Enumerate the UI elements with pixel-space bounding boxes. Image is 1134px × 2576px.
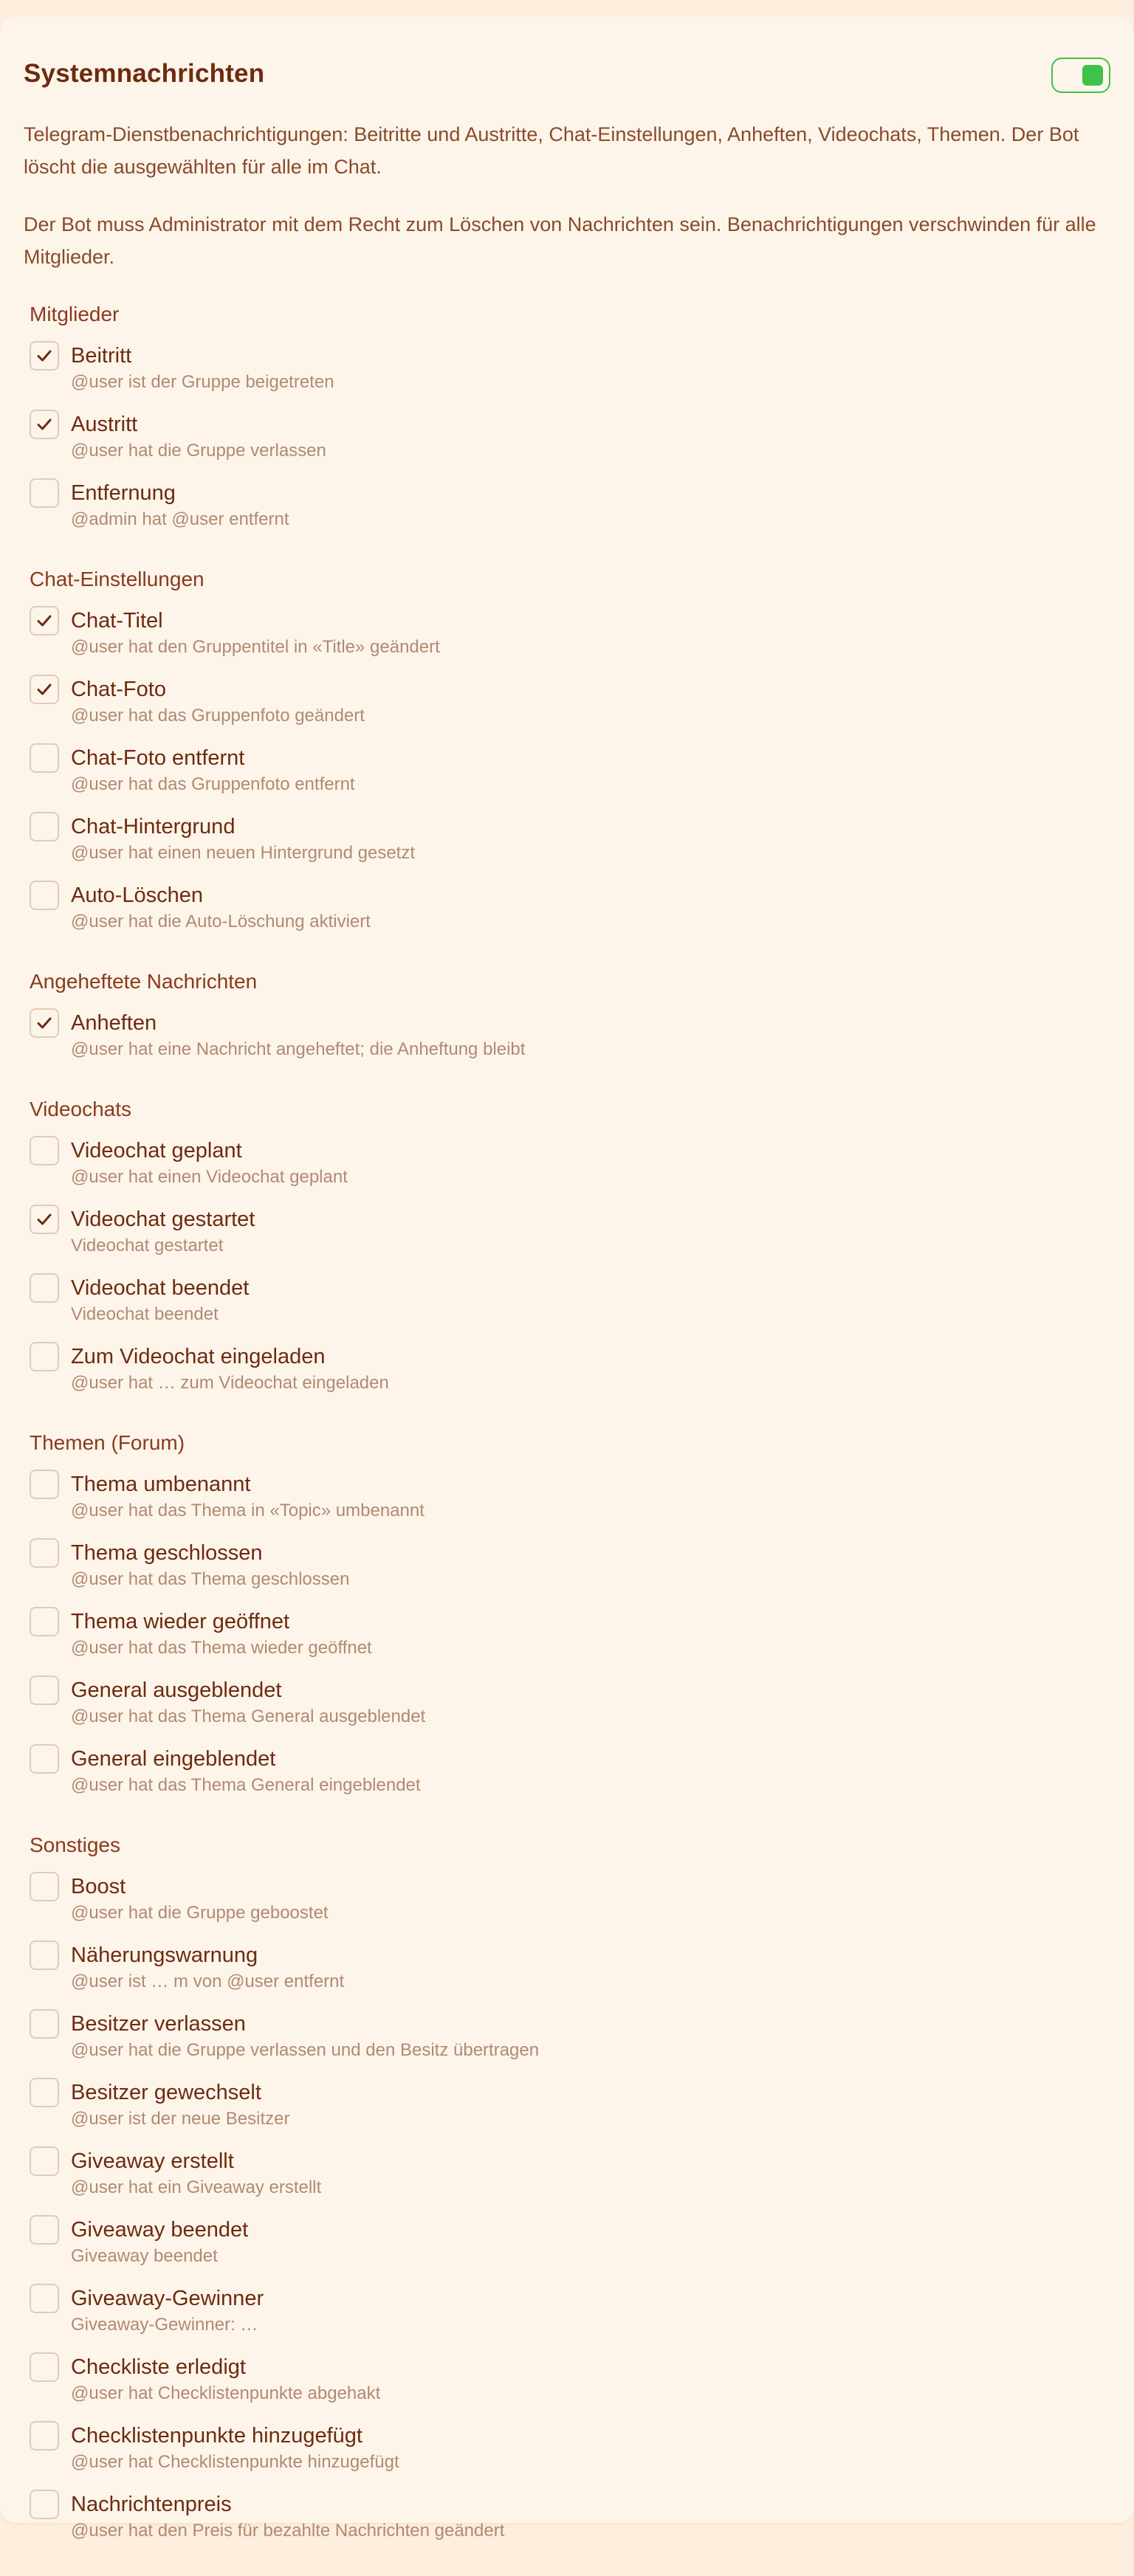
option-label: Videochat beendet: [71, 1276, 250, 1300]
option-checkbox[interactable]: [30, 2215, 59, 2245]
option-label: Thema umbenannt: [71, 1473, 251, 1496]
option-example: @user hat eine Nachricht angeheftet; die Anheftung bleibt: [71, 1039, 526, 1059]
section-title: Angeheftete Nachrichten: [30, 970, 258, 993]
option-checkbox[interactable]: [30, 410, 59, 439]
option-label: Anheften: [71, 1011, 157, 1035]
option-checkbox[interactable]: [30, 1940, 59, 1970]
option-example: @user hat das Gruppenfoto entfernt: [71, 774, 355, 794]
option-label: Zum Videochat eingeladen: [71, 1345, 326, 1368]
option-checkbox[interactable]: [30, 2421, 59, 2451]
option-label: Videochat gestartet: [71, 1208, 255, 1231]
option-label: Chat-Foto: [71, 678, 166, 701]
option-example: @user hat das Thema in «Topic» umbenannt: [71, 1501, 425, 1521]
option-row[interactable]: [30, 471, 1107, 540]
option-example: @user hat die Gruppe geboostet: [71, 1903, 329, 1923]
section-title: Sonstiges: [30, 1833, 120, 1856]
toggle-knob: [1082, 65, 1103, 86]
option-row[interactable]: [30, 1266, 1107, 1335]
option-label: Entfernung: [71, 481, 176, 505]
option-label: Nachrichtenpreis: [71, 2493, 232, 2516]
option-label: Besitzer gewechselt: [71, 2081, 261, 2104]
option-row[interactable]: [30, 873, 1107, 942]
option-example: @user hat das Thema wieder geöffnet: [71, 1638, 372, 1658]
option-row[interactable]: [30, 1668, 1107, 1737]
option-label: General eingeblendet: [71, 1747, 276, 1771]
admin-requirement-text: Der Bot muss Administrator mit dem Recht zum Löschen von Nachrichten sein. Benachrichtigungen verschwinden für alle Mitglieder.: [24, 213, 1096, 268]
section: [30, 300, 1107, 540]
option-row[interactable]: [30, 1462, 1107, 1531]
option-checkbox[interactable]: [30, 606, 59, 636]
option-checkbox[interactable]: [30, 1676, 59, 1705]
option-example: @user hat das Gruppenfoto geändert: [71, 706, 365, 726]
option-label: Giveaway-Gewinner: [71, 2287, 264, 2310]
option-row[interactable]: [30, 2070, 1107, 2139]
option-checkbox[interactable]: [30, 1744, 59, 1774]
page-title: Systemnachrichten: [24, 59, 265, 88]
option-label: General ausgeblendet: [71, 1678, 282, 1702]
option-label: Thema geschlossen: [71, 1541, 263, 1565]
option-checkbox[interactable]: [30, 341, 59, 371]
option-example: @user hat das Thema General ausgeblendet: [71, 1707, 426, 1726]
option-example: @user hat einen Videochat geplant: [71, 1167, 348, 1187]
option-label: Boost: [71, 1875, 126, 1898]
option-checkbox[interactable]: [30, 2078, 59, 2107]
option-label: Videochat geplant: [71, 1139, 242, 1163]
section: [30, 967, 1107, 1070]
option-row[interactable]: [30, 1737, 1107, 1805]
option-example: Giveaway beendet: [71, 2246, 218, 2266]
option-example: Giveaway-Gewinner: …: [71, 2315, 258, 2335]
option-checkbox[interactable]: [30, 743, 59, 773]
section-title: Themen (Forum): [30, 1431, 185, 1454]
option-checkbox[interactable]: [30, 1470, 59, 1499]
option-checkbox[interactable]: [30, 2009, 59, 2039]
section: [30, 565, 1107, 942]
option-example: @user hat ein Giveaway erstellt: [71, 2177, 322, 2197]
option-example: @user hat die Gruppe verlassen und den Besitz übertragen: [71, 2040, 540, 2060]
option-example: @user hat den Gruppentitel in «Title» geändert: [71, 637, 440, 657]
option-row[interactable]: [30, 1531, 1107, 1599]
option-label: Auto-Löschen: [71, 884, 203, 907]
option-label: Chat-Foto entfernt: [71, 746, 245, 770]
section: [30, 1428, 1107, 1805]
sections-list: [30, 300, 1107, 2576]
option-row[interactable]: [30, 1864, 1107, 1933]
option-row[interactable]: [30, 667, 1107, 736]
option-row[interactable]: [30, 334, 1107, 402]
option-checkbox[interactable]: [30, 675, 59, 704]
option-label: Austritt: [71, 413, 138, 436]
option-row[interactable]: [30, 599, 1107, 667]
option-checkbox[interactable]: [30, 1872, 59, 1901]
option-row[interactable]: [30, 1001, 1107, 1070]
option-row[interactable]: [30, 1197, 1107, 1266]
option-example: @user hat das Thema geschlossen: [71, 1569, 350, 1589]
section: [30, 1831, 1107, 2551]
section: [30, 1095, 1107, 1403]
option-checkbox[interactable]: [30, 1538, 59, 1568]
option-example: @user hat Checklistenpunkte hinzugefügt: [71, 2452, 399, 2472]
section-title: Videochats: [30, 1098, 132, 1120]
option-checkbox[interactable]: [30, 1607, 59, 1636]
option-label: Checkliste erledigt: [71, 2355, 246, 2379]
option-row[interactable]: [30, 2139, 1107, 2208]
option-label: Giveaway erstellt: [71, 2149, 234, 2173]
option-row[interactable]: [30, 2345, 1107, 2414]
option-checkbox[interactable]: [30, 2284, 59, 2313]
option-checkbox[interactable]: [30, 1205, 59, 1234]
section-title: Chat-Einstellungen: [30, 568, 205, 590]
option-row[interactable]: [30, 1599, 1107, 1668]
option-checkbox[interactable]: [30, 2146, 59, 2176]
option-row[interactable]: [30, 1129, 1107, 1197]
option-example: Videochat beendet: [71, 1304, 219, 1324]
option-example: @user hat die Auto-Löschung aktiviert: [71, 912, 371, 931]
option-label: Thema wieder geöffnet: [71, 1610, 290, 1633]
option-example: @user hat das Thema General eingeblendet: [71, 1775, 421, 1795]
option-example: @user hat die Gruppe verlassen: [71, 441, 326, 461]
option-checkbox[interactable]: [30, 478, 59, 508]
option-example: @user ist der neue Besitzer: [71, 2109, 290, 2129]
option-label: Näherungswarnung: [71, 1943, 258, 1967]
option-row[interactable]: [30, 2482, 1107, 2551]
option-example: @user hat einen neuen Hintergrund gesetzt: [71, 843, 415, 863]
section-title: Mitglieder: [30, 303, 120, 326]
option-row[interactable]: [30, 2208, 1107, 2276]
option-checkbox[interactable]: [30, 881, 59, 910]
option-checkbox[interactable]: [30, 1273, 59, 1303]
option-label: Giveaway beendet: [71, 2218, 249, 2242]
option-label: Besitzer verlassen: [71, 2012, 246, 2036]
option-checkbox[interactable]: [30, 1008, 59, 1038]
card-header: [24, 58, 1110, 93]
option-row[interactable]: [30, 2276, 1107, 2345]
option-example: @user ist … m von @user entfernt: [71, 1971, 345, 1991]
option-row[interactable]: [30, 1933, 1107, 2002]
option-example: @user hat den Preis für bezahlte Nachrichten geändert: [71, 2521, 505, 2541]
option-row[interactable]: [30, 2002, 1107, 2070]
option-row[interactable]: [30, 1335, 1107, 1403]
option-row[interactable]: [30, 2414, 1107, 2482]
option-checkbox[interactable]: [30, 2490, 59, 2519]
option-row[interactable]: [30, 805, 1107, 873]
description-text: Telegram-Dienstbenachrichtigungen: Beitritte und Austritte, Chat-Einstellungen, Anheften, Videochats, Themen. Der Bot löscht die ausgewählten für alle im Chat.: [24, 123, 1079, 178]
option-example: @admin hat @user entfernt: [71, 509, 289, 529]
option-label: Checklistenpunkte hinzugefügt: [71, 2424, 362, 2448]
option-label: Chat-Hintergrund: [71, 815, 236, 838]
option-checkbox[interactable]: [30, 812, 59, 841]
option-example: @user ist der Gruppe beigetreten: [71, 372, 334, 392]
option-row[interactable]: [30, 402, 1107, 471]
settings-card: [0, 16, 1134, 2541]
option-checkbox[interactable]: [30, 2352, 59, 2382]
option-checkbox[interactable]: [30, 1136, 59, 1165]
option-row[interactable]: [30, 736, 1107, 805]
option-example: @user hat … zum Videochat eingeladen: [71, 1373, 389, 1393]
option-example: Videochat gestartet: [71, 1236, 224, 1256]
option-example: @user hat Checklistenpunkte abgehakt: [71, 2383, 381, 2403]
enable-toggle[interactable]: [1051, 58, 1110, 93]
option-label: Chat-Titel: [71, 609, 163, 633]
option-checkbox[interactable]: [30, 1342, 59, 1371]
option-label: Beitritt: [71, 344, 132, 368]
